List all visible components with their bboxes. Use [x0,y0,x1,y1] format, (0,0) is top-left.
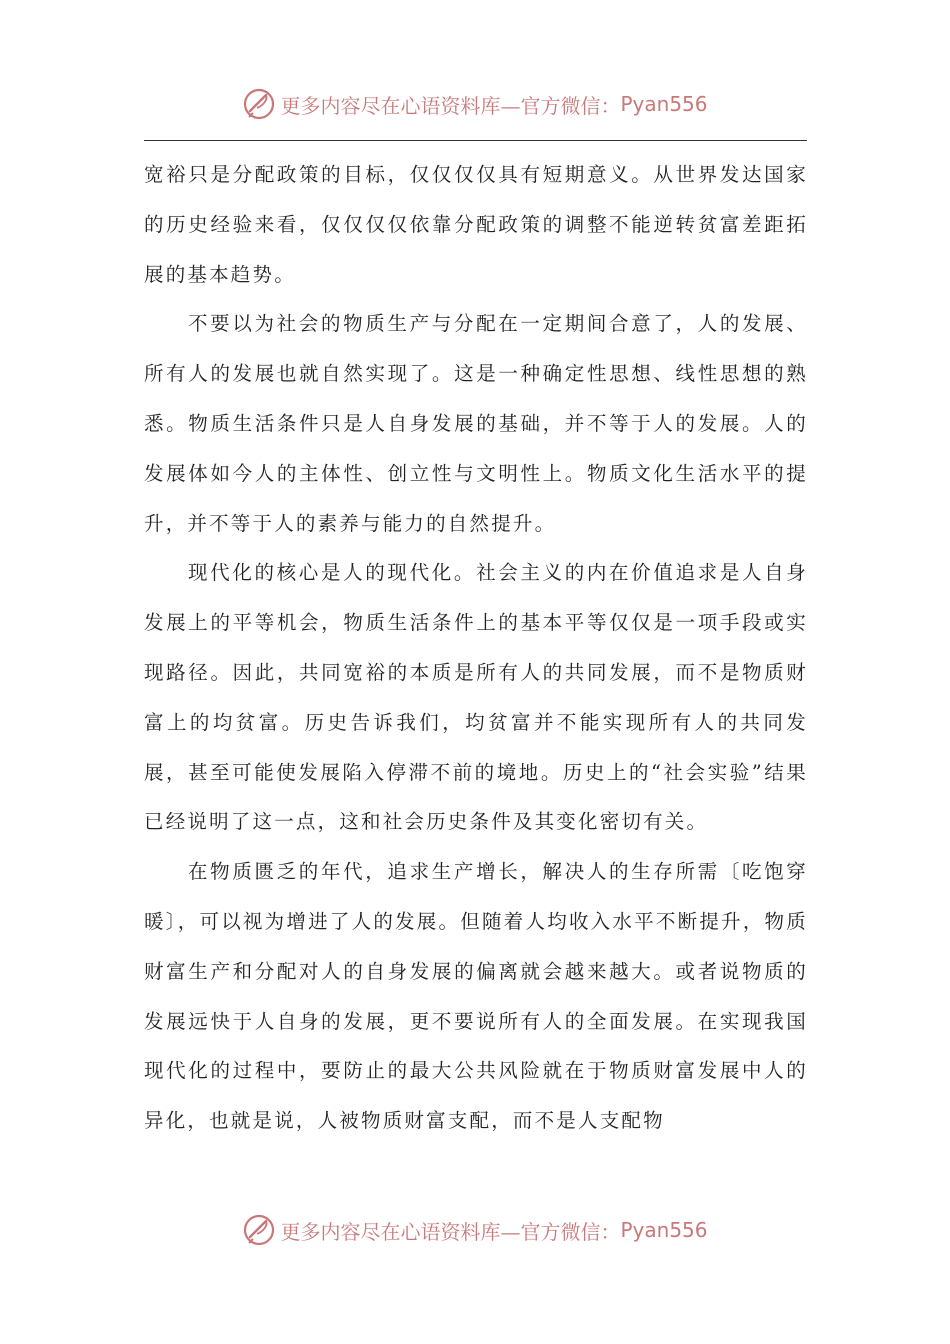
paragraph-2: 不要以为社会的物质生产与分配在一定期间合意了，人的发展、所有人的发展也就自然实现了。这是一种确定性思想、线性思想的熟悉。物质生活条件只是人自身发展的基础，并不等于人的发展。人的发展体如今人的主体性、创立性与文明性上。物质文化生活水平的提升，并不等于人的素养与能力的自然提升。 [144,312,808,535]
header-divider [144,140,807,141]
paragraph-3: 现代化的核心是人的现代化。社会主义的内在价值追求是人自身发展上的平等机会，物质生活条件上的基本平等仅仅是一项手段或实现路径。因此，共同宽裕的本质是所有人的共同发展，而不是物质财富上的均贫富。历史告诉我们，均贫富并不能实现所有人的共同发展，甚至可能使发展陷入停滞不前的境地。历史上的“社会实验”结果已经说明了这一点，这和社会历史条件及其变化密切有关。 [144,561,808,834]
quill-pen-circle-icon [242,1213,276,1247]
footer-wechat-id: Pyan556 [620,1218,708,1242]
paragraph-4: 在物质匮乏的年代，追求生产增长，解决人的生存所需〔吃饱穿暖〕，可以视为增进了人的发展。但随着人均收入水平不断提升，物质财富生产和分配对人的自身发展的偏离就会越来越大。或者说物质的发展远快于人自身的发展，更不要说所有人的全面发展。在实现我国现代化的过程中，要防止的最大公共风险就在于物质财富发展中人的异化，也就是说，人被物质财富支配，而不是人支配物 [144,860,808,1133]
document-body [144,150,808,1146]
quill-pen-circle-icon [242,87,276,121]
paragraph-1: 宽裕只是分配政策的目标，仅仅仅仅具有短期意义。从世界发达国家的历史经验来看，仅仅仅仅依靠分配政策的调整不能逆转贫富差距拓展的基本趋势。 [144,163,808,286]
header-banner [0,84,950,124]
footer-banner [0,1210,950,1250]
banner-wechat-id: Pyan556 [620,92,708,116]
banner-brand-text: 更多内容尽在心语资料库—官方微信： [280,93,621,118]
footer-brand-text: 更多内容尽在心语资料库—官方微信： [280,1219,621,1244]
